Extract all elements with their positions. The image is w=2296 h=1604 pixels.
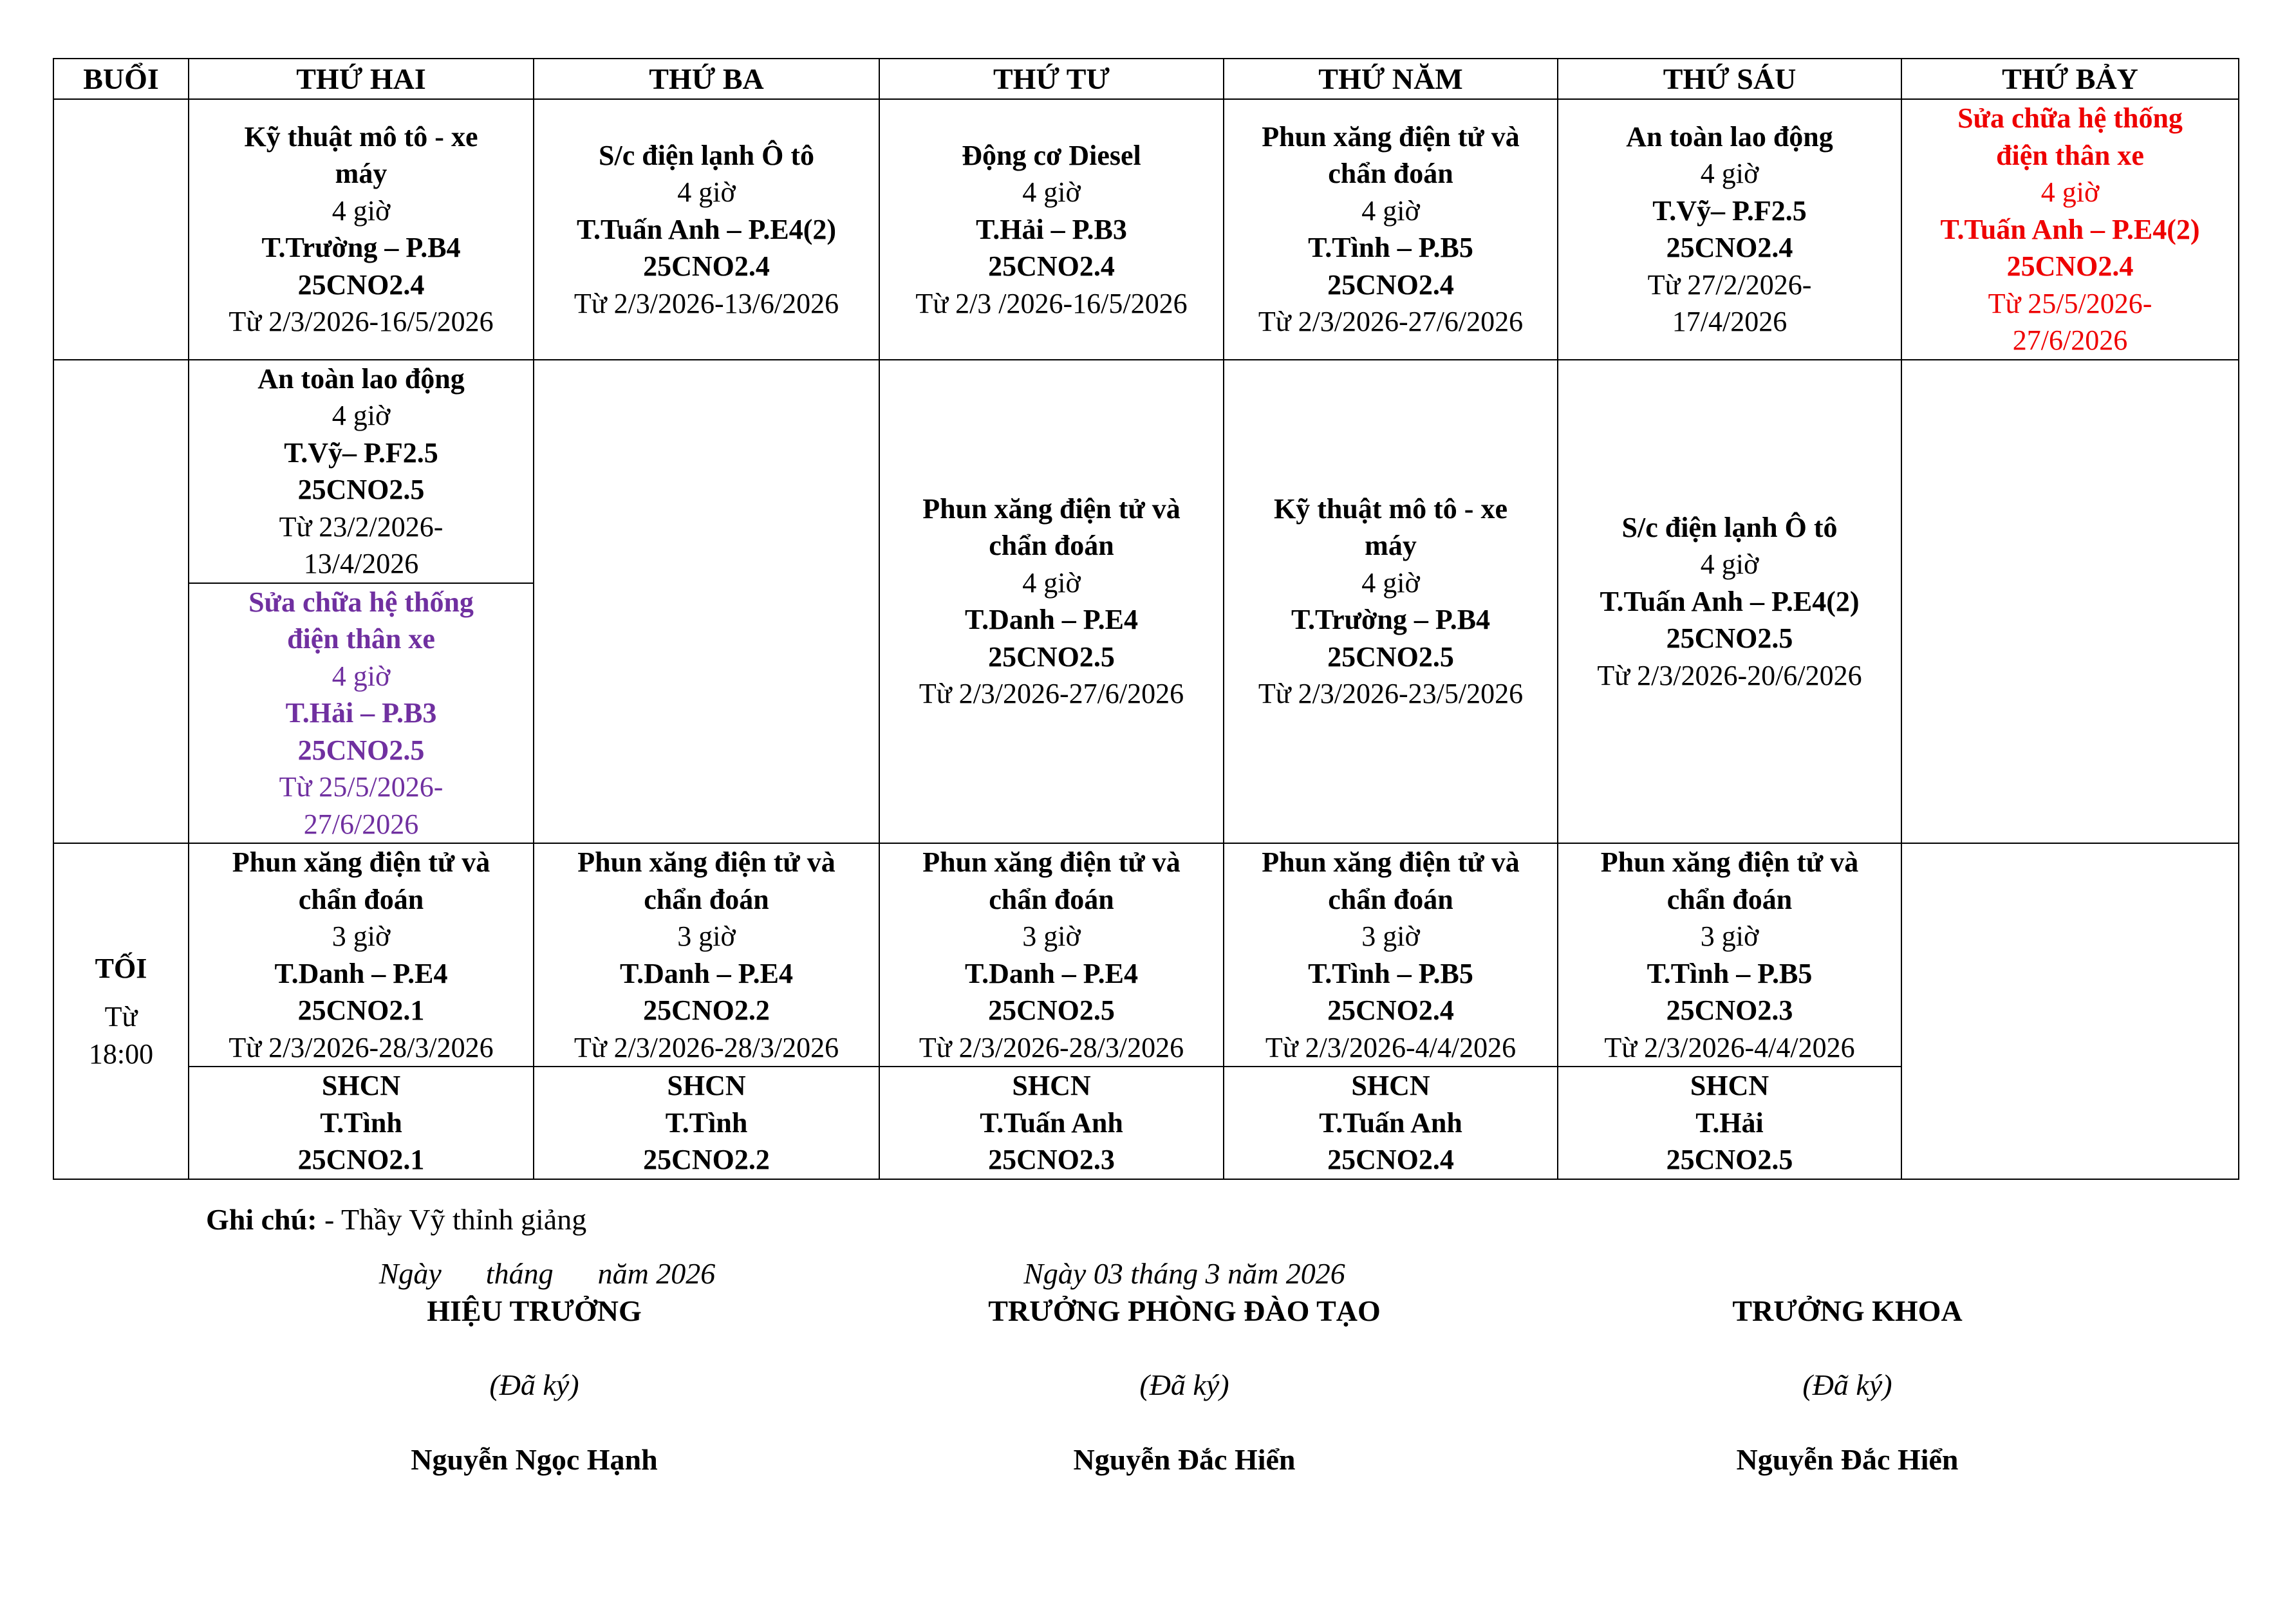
hours: 4 giờ [1361, 566, 1420, 599]
teacher: T.Tuấn Anh [980, 1106, 1123, 1139]
subject: chẩn đoán [298, 883, 424, 915]
class-code: 25CNO2.5 [1666, 622, 1793, 654]
session-from: Từ [104, 1001, 138, 1032]
teacher-room: T.Tình – P.B5 [1647, 957, 1813, 989]
teacher-room: T.Tuấn Anh – P.E4(2) [1940, 213, 2200, 245]
date-range: Từ 2/3/2026-4/4/2026 [1265, 1031, 1517, 1063]
class-cell [189, 843, 534, 1067]
header-monday: THỨ HAI [189, 59, 534, 99]
session-cell-2 [53, 360, 189, 844]
date-range: Từ 23/2/2026- [279, 510, 443, 543]
date-range: Từ 2/3/2026-28/3/2026 [574, 1031, 839, 1063]
class-code: 25CNO2.5 [988, 994, 1115, 1026]
class-code: 25CNO2.4 [297, 268, 425, 301]
subject: chẩn đoán [644, 883, 769, 915]
class-code: 25CNO2.4 [1666, 232, 1793, 264]
class-cell [879, 99, 1224, 360]
hours: 3 giờ [1700, 920, 1759, 952]
session-label: TỐI [95, 952, 147, 984]
note-label: Ghi chú: [206, 1203, 317, 1236]
hours: 4 giờ [1361, 194, 1420, 227]
class-cell [534, 99, 879, 360]
subject: Phun xăng điện tử và [922, 492, 1181, 525]
teacher-room: T.Tuấn Anh – P.E4(2) [1600, 585, 1860, 617]
class-code: 25CNO2.5 [1666, 1144, 1793, 1175]
note-text: - Thầy Vỹ thỉnh giảng [317, 1203, 587, 1236]
subject: Động cơ Diesel [962, 139, 1141, 171]
class-cell-highlighted [189, 583, 534, 844]
subject: Phun xăng điện tử và [1600, 846, 1859, 878]
date-range: Từ 25/5/2026- [1988, 287, 2152, 319]
date-range: 17/4/2026 [1672, 306, 1787, 338]
subject: Kỹ thuật mô tô - xe [244, 120, 478, 153]
header-saturday: THỨ BẢY [1901, 59, 2239, 99]
subject: S/c điện lạnh Ô tô [1621, 511, 1838, 543]
date-range: 27/6/2026 [2012, 324, 2128, 356]
class-cell [189, 360, 534, 583]
empty-cell [1901, 360, 2239, 844]
shcn-cell [1224, 1067, 1558, 1179]
teacher-room: T.Danh – P.E4 [965, 604, 1138, 636]
date-range: Từ 2/3/2026-13/6/2026 [574, 287, 839, 319]
subject: chẩn đoán [1328, 158, 1453, 190]
signature-signed: (Đã ký) [489, 1368, 579, 1401]
session-time: 18:00 [88, 1038, 154, 1070]
header-row [53, 59, 2239, 99]
date-range: 27/6/2026 [303, 808, 419, 840]
signature-training [927, 1255, 1442, 1478]
shcn-cell [879, 1067, 1224, 1179]
class-code: 25CNO2.4 [2006, 250, 2134, 282]
teacher: T.Hải [1695, 1106, 1764, 1139]
session-cell-evening [53, 843, 189, 1179]
class-code: 25CNO2.5 [297, 734, 425, 766]
date-range: Từ 27/2/2026- [1647, 268, 1812, 301]
hours: 4 giờ [1700, 548, 1759, 580]
schedule-row-1 [53, 99, 2239, 360]
hours: 4 giờ [1022, 566, 1081, 599]
header-friday: THỨ SÁU [1558, 59, 1901, 99]
hours: 4 giờ [331, 660, 391, 692]
class-cell [1224, 99, 1558, 360]
header-wednesday: THỨ TƯ [879, 59, 1224, 99]
teacher-room: T.Hải – P.B3 [976, 213, 1127, 245]
class-cell [879, 843, 1224, 1067]
subject: Sửa chữa hệ thống [1957, 102, 2183, 134]
class-cell [534, 843, 879, 1067]
signature-role: HIỆU TRƯỞNG [427, 1294, 642, 1327]
teacher-room: T.Vỹ– P.F2.5 [284, 436, 438, 469]
shcn-label: SHCN [321, 1070, 401, 1101]
class-cell [1558, 99, 1901, 360]
subject: Phun xăng điện tử và [577, 846, 835, 878]
date-range: Từ 2/3/2026-23/5/2026 [1258, 678, 1524, 710]
date-range: Từ 2/3/2026-28/3/2026 [229, 1031, 494, 1063]
date-range: Từ 2/3/2026-27/6/2026 [1258, 306, 1524, 338]
class-code: 25CNO2.4 [1327, 994, 1454, 1026]
header-session: BUỔI [53, 59, 189, 99]
class-code: 25CNO2.4 [988, 250, 1115, 282]
teacher-room: T.Danh – P.E4 [274, 957, 448, 989]
shcn-cell [534, 1067, 879, 1179]
teacher-room: T.Danh – P.E4 [965, 957, 1138, 989]
subject: Phun xăng điện tử và [922, 846, 1181, 878]
signature-date: Ngày 03 tháng 3 năm 2026 [1023, 1257, 1345, 1290]
class-code: 25CNO2.5 [1327, 640, 1454, 673]
subject: chẩn đoán [1666, 883, 1793, 915]
hours: 4 giờ [677, 176, 736, 208]
class-cell [1558, 360, 1901, 844]
hours: 4 giờ [1700, 158, 1759, 190]
teacher: T.Tuấn Anh [1319, 1106, 1462, 1139]
date-range: Từ 2/3/2026-28/3/2026 [919, 1031, 1184, 1063]
hours: 4 giờ [1022, 176, 1081, 208]
subject: An toàn lao động [257, 362, 465, 395]
teacher-room: T.Danh – P.E4 [620, 957, 793, 989]
hours: 4 giờ [2040, 176, 2100, 208]
subject: máy [1365, 530, 1417, 562]
class-code: 25CNO2.3 [988, 1144, 1115, 1175]
date-range: Từ 2/3/2026-4/4/2026 [1604, 1031, 1855, 1063]
teacher-room: T.Trường – P.B4 [1291, 604, 1491, 636]
hours: 3 giờ [677, 920, 736, 952]
date-range: Từ 2/3/2026-27/6/2026 [919, 678, 1184, 710]
class-code: 25CNO2.1 [297, 994, 425, 1026]
signature-role: TRƯỞNG KHOA [1732, 1294, 1963, 1327]
teacher-room: T.Tình – P.B5 [1308, 232, 1473, 264]
teacher-room: T.Tình – P.B5 [1308, 957, 1473, 989]
signature-name: Nguyễn Đắc Hiển [1736, 1443, 1959, 1476]
signature-dean [1622, 1255, 2073, 1478]
subject: An toàn lao động [1626, 120, 1833, 153]
schedule-table [53, 58, 2239, 1180]
subject: chẩn đoán [1328, 883, 1453, 915]
signature-date [1622, 1255, 2073, 1292]
teacher-room: T.Trường – P.B4 [261, 232, 461, 264]
class-cell-highlighted [1901, 99, 2239, 360]
schedule-row-2a [53, 360, 2239, 583]
subject: Phun xăng điện tử và [1262, 120, 1520, 153]
subject: Phun xăng điện tử và [232, 846, 490, 878]
subject: Kỹ thuật mô tô - xe [1274, 492, 1507, 525]
hours: 3 giờ [1022, 920, 1081, 952]
signature-signed: (Đã ký) [1139, 1368, 1229, 1401]
header-thursday: THỨ NĂM [1224, 59, 1558, 99]
hours: 4 giờ [331, 194, 391, 227]
class-code: 25CNO2.4 [1327, 268, 1454, 301]
shcn-label: SHCN [667, 1070, 746, 1101]
empty-cell [1901, 843, 2239, 1179]
class-code: 25CNO2.4 [643, 250, 770, 282]
subject: chẩn đoán [989, 530, 1114, 562]
subject: điện thân xe [287, 623, 435, 655]
shcn-label: SHCN [1690, 1070, 1769, 1101]
subject: chẩn đoán [989, 883, 1114, 915]
date-range: 13/4/2026 [303, 548, 419, 579]
date-range: Từ 2/3/2026-20/6/2026 [1597, 659, 1862, 691]
class-cell [1558, 843, 1901, 1067]
subject: Phun xăng điện tử và [1262, 846, 1520, 878]
subject: S/c điện lạnh Ô tô [599, 139, 814, 171]
shcn-cell [1558, 1067, 1901, 1179]
empty-cell [534, 360, 879, 844]
teacher-room: T.Vỹ– P.F2.5 [1652, 194, 1807, 227]
session-cell-1 [53, 99, 189, 360]
shcn-cell [189, 1067, 534, 1179]
subject: Sửa chữa hệ thống [248, 586, 474, 618]
shcn-label: SHCN [1351, 1070, 1430, 1101]
signature-role: TRƯỞNG PHÒNG ĐÀO TẠO [988, 1294, 1381, 1327]
class-code: 25CNO2.2 [643, 994, 770, 1026]
class-code: 25CNO2.3 [1666, 994, 1793, 1026]
signature-signed: (Đã ký) [1802, 1368, 1892, 1401]
teacher: T.Tình [320, 1106, 402, 1139]
class-cell [879, 360, 1224, 844]
hours: 4 giờ [331, 400, 391, 431]
hours: 3 giờ [1361, 920, 1420, 952]
signature-name: Nguyễn Đắc Hiển [1073, 1443, 1296, 1476]
class-cell [1224, 360, 1558, 844]
note [206, 1202, 586, 1236]
teacher-room: T.Hải – P.B3 [285, 697, 437, 729]
teacher-room: T.Tuấn Anh – P.E4(2) [576, 213, 837, 245]
signature-principal [309, 1255, 760, 1478]
signature-date: Ngày tháng năm 2026 [378, 1257, 716, 1290]
signature-name: Nguyễn Ngọc Hạnh [411, 1443, 658, 1476]
class-code: 25CNO2.5 [988, 640, 1115, 673]
date-range: Từ 25/5/2026- [279, 771, 443, 803]
class-code: 25CNO2.4 [1327, 1144, 1454, 1175]
date-range: Từ 2/3/2026-16/5/2026 [229, 306, 494, 338]
class-cell [1224, 843, 1558, 1067]
class-code: 25CNO2.1 [297, 1144, 425, 1175]
date-range: Từ 2/3 /2026-16/5/2026 [915, 287, 1188, 319]
class-cell [189, 99, 534, 360]
subject: điện thân xe [1996, 139, 2144, 171]
class-code: 25CNO2.2 [643, 1144, 770, 1175]
class-code: 25CNO2.5 [297, 474, 425, 505]
teacher: T.Tình [665, 1106, 748, 1139]
hours: 3 giờ [331, 920, 391, 952]
subject: máy [335, 158, 387, 190]
schedule-row-evening [53, 843, 2239, 1067]
shcn-label: SHCN [1012, 1070, 1091, 1101]
header-tuesday: THỨ BA [534, 59, 879, 99]
